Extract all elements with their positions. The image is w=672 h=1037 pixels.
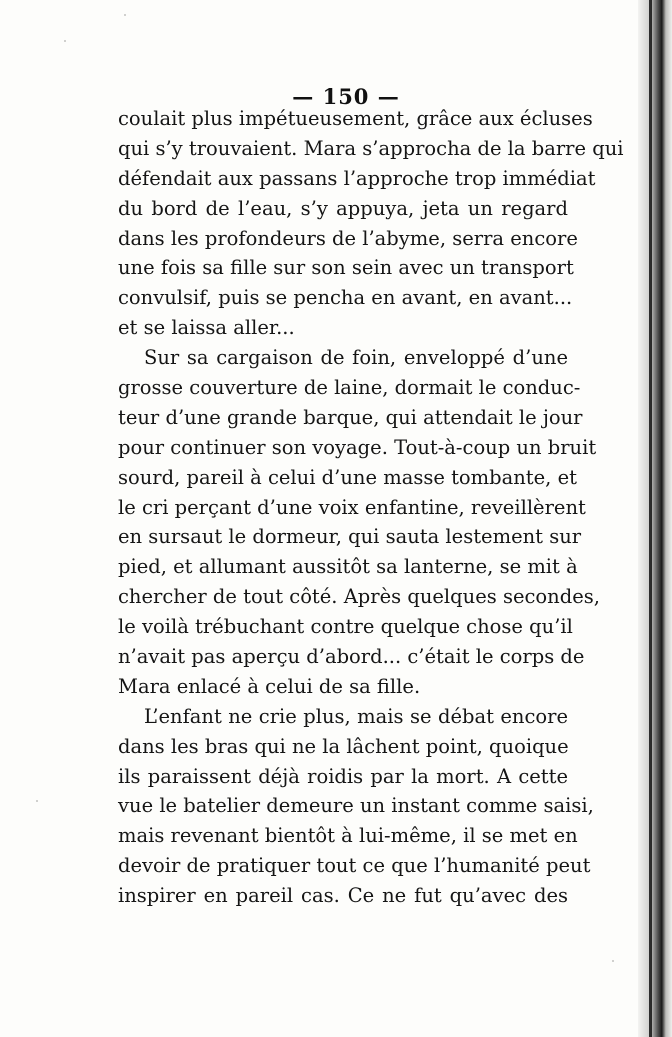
text-line: vue le batelier demeure un instant comme saisi,: [118, 794, 594, 818]
text-line: Mara enlacé à celui de sa fille.: [118, 674, 421, 698]
text-line: défendait aux passans l’approche trop immédiat: [118, 166, 596, 190]
text-line: pour continuer son voyage. Tout-à-coup un bruit: [118, 435, 597, 459]
text-line: inspirer en pareil cas. Ce ne fut qu’avec des: [118, 884, 568, 908]
text-line: devoir de pratiquer tout ce que l’humanité peut: [118, 854, 591, 878]
text-line: convulsif, puis se pencha en avant, en avant...: [118, 286, 573, 310]
text-line: le voilà trébuchant contre quelque chose qu’il: [118, 615, 573, 639]
paper-speck: [36, 800, 38, 802]
text-line: dans les bras qui ne la lâchent point, quoique: [118, 734, 569, 758]
paper-speck: [64, 40, 66, 42]
text-line: une fois sa fille sur son sein avec un transport: [118, 256, 574, 280]
text-line: en sursaut le dormeur, qui sauta lestement sur: [118, 525, 582, 549]
text-line: L’enfant ne crie plus, mais se débat encore: [144, 704, 568, 728]
text-line: n’avait pas aperçu d’abord... c’était le corps de: [118, 645, 585, 669]
text-line: Sur sa cargaison de foin, enveloppé d’une: [144, 346, 568, 370]
paper-speck: [612, 960, 614, 962]
text-line: grosse couverture de laine, dormait le conduc-: [118, 376, 581, 400]
text-line: mais revenant bientôt à lui-même, il se met en: [118, 824, 578, 848]
page-binding-edge: [638, 0, 672, 1037]
text-line: teur d’une grande barque, qui attendait le jour: [118, 405, 583, 429]
text-line: dans les profondeurs de l’abyme, serra encore: [118, 226, 578, 250]
body-text: [118, 104, 624, 911]
text-line: du bord de l’eau, s’y appuya, jeta un regard: [118, 196, 568, 220]
text-line: le cri perçant d’une voix enfantine, reveillèrent: [118, 495, 586, 519]
text-line: chercher de tout côté. Après quelques secondes,: [118, 585, 600, 609]
paper-speck: [124, 14, 126, 16]
text-line: sourd, pareil à celui d’une masse tombante, et: [118, 465, 577, 489]
page-number: — 150 —: [292, 84, 400, 109]
page-binding-shadow: [649, 0, 652, 1037]
text-line: coulait plus impétueusement, grâce aux écluses: [118, 107, 593, 130]
text-line: qui s’y trouvaient. Mara s’approcha de la barre qui: [118, 136, 624, 160]
text-line: pied, et allumant aussitôt sa lanterne, se mit à: [118, 555, 578, 579]
text-line: ils paraissent déjà roidis par la mort. A cette: [118, 764, 568, 788]
text-line: et se laissa aller...: [118, 316, 295, 340]
